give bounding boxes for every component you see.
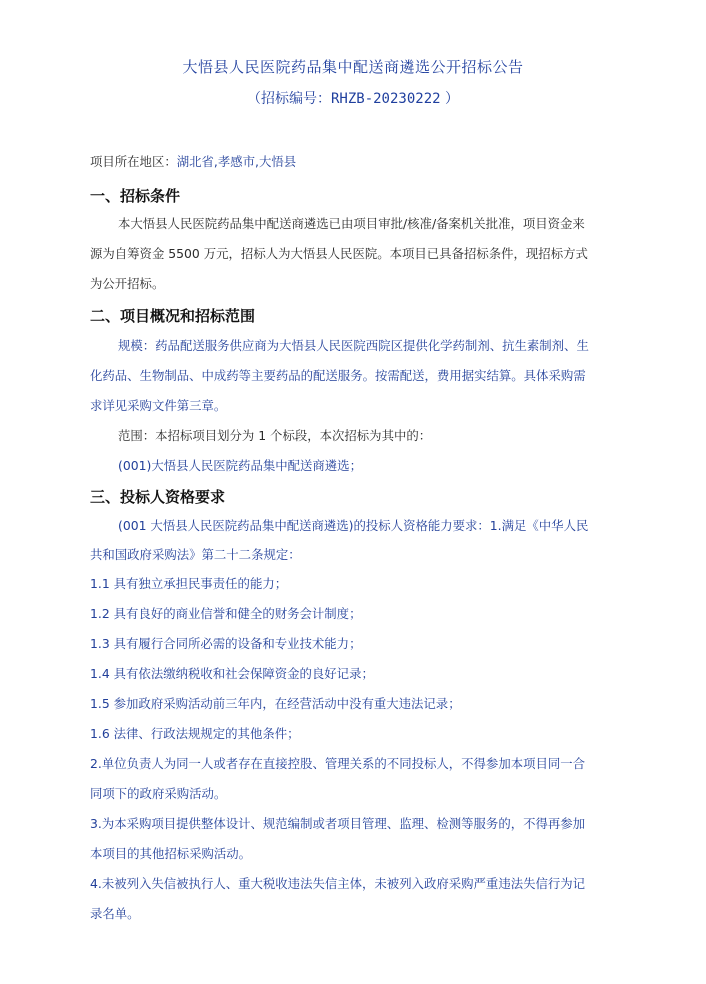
list-item: 1.3 具有履行合同所必需的设备和专业技术能力；: [90, 636, 362, 651]
list-item: 1.5 参加政府采购活动前三年内，在经营活动中没有重大违法记录；: [90, 696, 461, 711]
tender-code-suffix: ）: [440, 91, 460, 107]
paragraph-line: 共和国政府采购法》第二十二条规定：: [90, 547, 301, 562]
project-region: [90, 154, 630, 170]
list-item: 1.2 具有良好的商业信誉和健全的财务会计制度；: [90, 606, 362, 621]
tender-code: [0, 88, 706, 108]
tender-code-value: RHZB-20230222: [330, 91, 441, 107]
tender-code-prefix: （招标编号：: [246, 91, 331, 107]
lot-line: (001)大悟县人民医院药品集中配送商遴选；: [118, 458, 362, 473]
list-item: 1.1 具有独立承担民事责任的能力；: [90, 576, 288, 591]
region-label: 项目所在地区：: [90, 154, 177, 169]
paragraph-line: 规模：药品配送服务供应商为大悟县人民医院西院区提供化学药制剂、抗生素制剂、生: [118, 338, 589, 353]
section-heading-bidder-qualification: 三、投标人资格要求: [90, 488, 226, 506]
paragraph-line: 为公开招标。: [90, 276, 165, 291]
paragraph-line: 3.为本采购项目提供整体设计、规范编制或者项目管理、监理、检测等服务的，不得再参加: [90, 816, 586, 831]
region-value: 湖北省,孝感市,大悟县: [176, 154, 297, 169]
section-heading-bid-conditions: 一、招标条件: [90, 187, 181, 205]
paragraph-line: 求详见采购文件第三章。: [90, 398, 227, 413]
paragraph-line: 2.单位负责人为同一人或者存在直接控股、管理关系的不同投标人，不得参加本项目同一合: [90, 756, 586, 771]
paragraph-line: 4.未被列入失信被执行人、重大税收违法失信主体，未被列入政府采购严重违法失信行为记: [90, 876, 586, 891]
paragraph-line: 化药品、生物制品、中成药等主要药品的配送服务。按需配送，费用据实结算。具体采购需: [90, 368, 586, 383]
paragraph-line: (001 大悟县人民医院药品集中配送商遴选)的投标人资格能力要求：1.满足《中华人民: [118, 518, 589, 533]
list-item: 1.4 具有依法缴纳税收和社会保障资金的良好记录；: [90, 666, 374, 681]
paragraph-line: 本大悟县人民医院药品集中配送商遴选已由项目审批/核准/备案机关批准，项目资金来: [118, 216, 585, 231]
paragraph-line: 源为自筹资金 5500 万元，招标人为大悟县人民医院。本项目已具备招标条件，现招标方式: [90, 246, 588, 261]
document-title: 大悟县人民医院药品集中配送商遴选公开招标公告: [182, 58, 524, 76]
list-item: 1.6 法律、行政法规规定的其他条件；: [90, 726, 300, 741]
paragraph-line: 录名单。: [90, 906, 140, 921]
section-heading-project-overview: 二、项目概况和招标范围: [90, 307, 256, 325]
paragraph-line: 本项目的其他招标采购活动。: [90, 846, 252, 861]
paragraph-line: 同项下的政府采购活动。: [90, 786, 227, 801]
scope-line: 范围：本招标项目划分为 1 个标段，本次招标为其中的：: [118, 428, 432, 443]
